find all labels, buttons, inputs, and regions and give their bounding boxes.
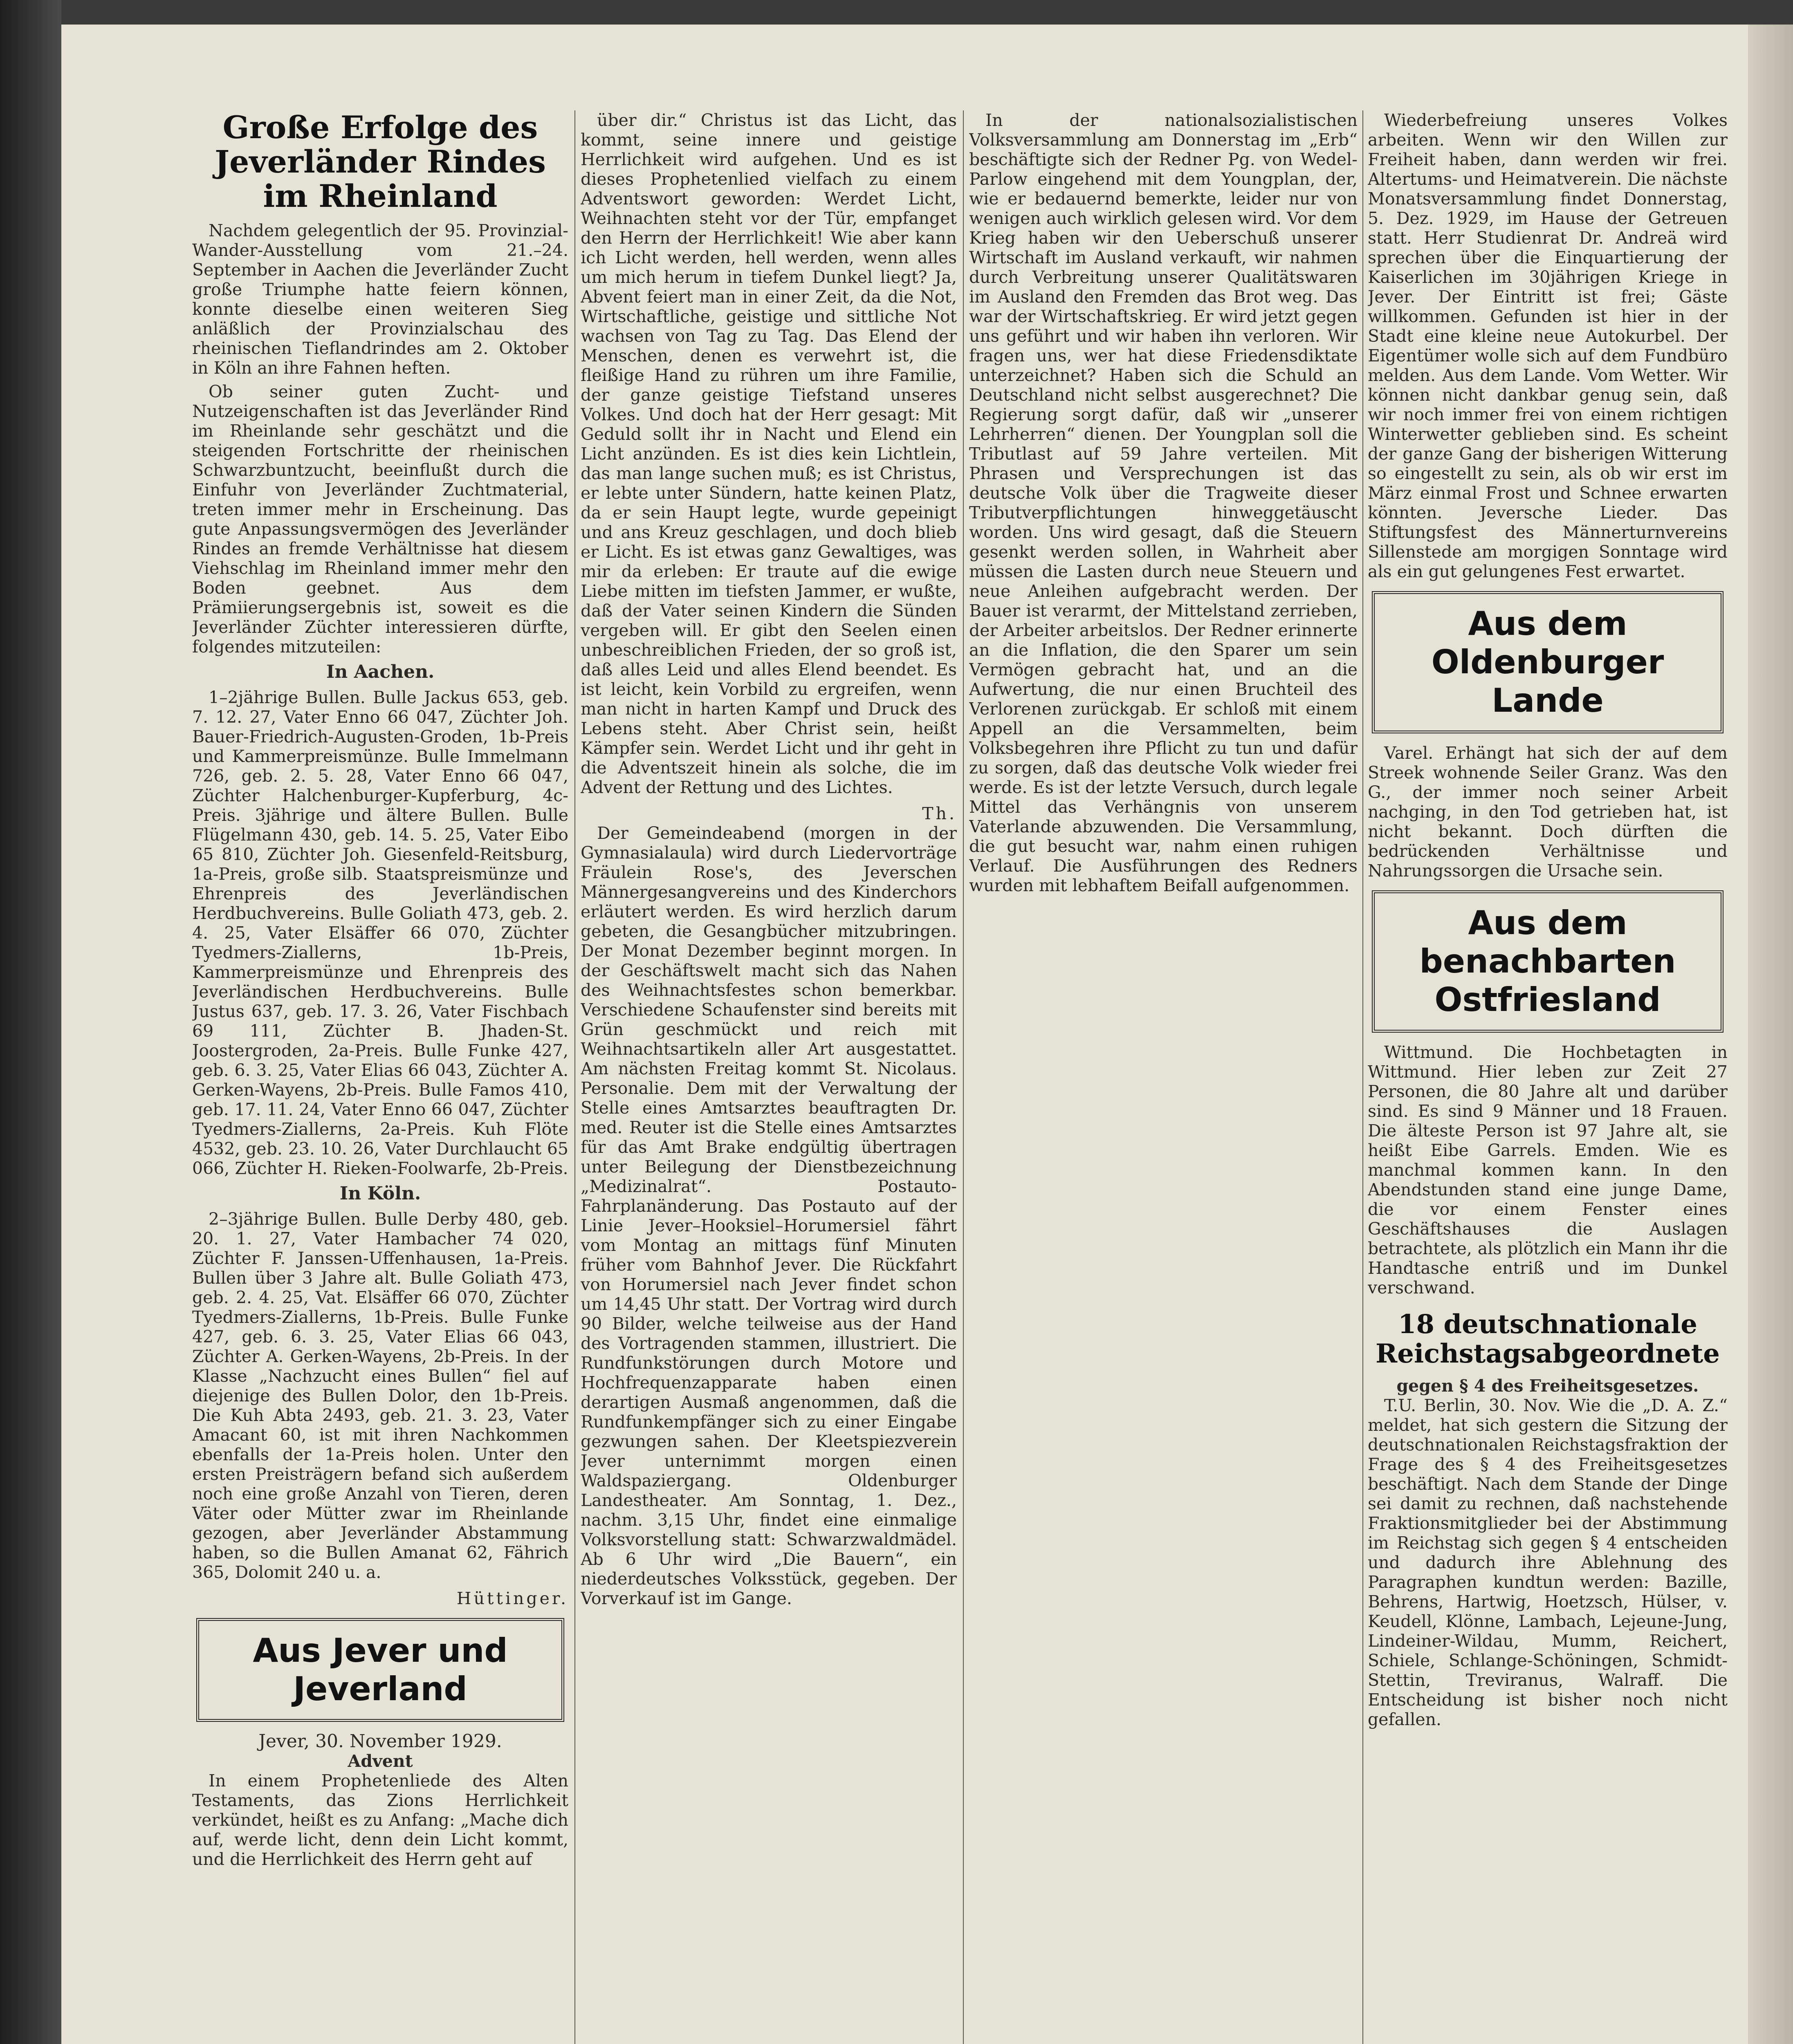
section-box-jever: Aus Jever und Jeverland	[196, 1618, 564, 1722]
column-3	[969, 110, 1358, 2044]
section-aachen: In Aachen.	[326, 661, 435, 682]
advent-continuation: über dir.“ Christus ist das Licht, das kommt, seine innere und geistige Herrlichkeit wird aufgehen. Und es ist dieses Prophetenlied vielfach zu einem Adventswort geworden: Werdet Licht, Weihnachten steht vor der Tür, empfanget den Herrn der Herrlichkeit! Wie aber kann ich Licht werden, hell werden, wenn alles um mich herum in tiefem Dunkel liegt? Ja, Abvent feiert man in einer Zeit, da die Not, Wirtschaftliche, geistige und sittliche Not wachsen von Tag zu Tag. Das Elend der Menschen, denen es verwehrt ist, die fleißige Hand zu rühren um ihre Familie, der ganze geistige Tiefstand unseres Volkes. Und doch hat der Herr gesagt: Mit Geduld sollt ihr in Nacht und Elend ein Licht anzünden. Es ist dies kein Lichtlein, das man lange suchen muß; es ist Christus, er lebte unter Sündern, hatte keinen Platz, da er sein Haupt legte, wurde gepeinigt und ans Kreuz geschlagen, und doch blieb er Licht. Es ist etwas ganz Gewaltiges, was mir da erleben: Er traute auf die ewige Liebe mitten im tiefsten Jammer, er wußte, daß der Vater seinen Kindern die Sünden vergeben will. Er gibt den Seelen einen unbeschreiblichen Frieden, der so groß ist, daß alles Leid und alles Elend beendet. Es ist leicht, kein Vorbild zu ergreifen, wenn man nicht in harten Kampf und Druck des Lebens steht. Aber Christ sein, heißt Kämpfer sein. Werdet Licht und ihr geht in die Adventszeit hinein als solche, die im Advent der Rettung und des Lichtes.	[581, 110, 957, 797]
results-koeln: 2–3jährige Bullen. Bulle Derby 480, geb. 20. 1. 27, Vater Hambacher 74 020, Züchter F. Janssen-Uffenhausen, 1a-Preis. Bullen über 3 Jahre alt. Bulle Goliath 473, geb. 2. 4. 25, Vat. Elsäffer 66 070, Züchter Tyedmers-Ziallerns, 1b-Preis. Bulle Funke 427, geb. 6. 3. 25, Vater Elias 66 043, Züchter A. Gerken-Wayens, 2b-Preis. In der Klasse „Nachzucht eines Bullen“ fiel auf diejenige des Bullen Dolor, den 1b-Preis. Die Kuh Abta 2493, geb. 21. 3. 23, Vater Amacant 60, ist mit ihren Nachkommen ebenfalls der 1a-Preis holen. Unter den ersten Preisträgern befand sich außerdem noch eine große Anzahl von Tieren, deren Väter oder Mütter zwar im Rheinlande gezogen, aber Jeverländer Abstammung haben, so die Bullen Amanat 62, Fährich 365, Dolomit 240 u. a.	[192, 1209, 568, 1582]
local-notices: Wiederbefreiung unseres Volkes arbeiten. Wenn wir den Willen zur Freiheit haben, dann werden wir frei. Altertums- und Heimatverein. Die nächste Monatsversammlung findet Donnerstag, 5. Dez. 1929, im Hause der Getreuen statt. Herr Studienrat Dr. Andreä wird sprechen über die Einquartierung der Kaiserlichen im 30jährigen Kriege in Jever. Der Eintritt ist frei; Gäste willkommen. Gefunden ist hier in der Stadt eine kleine neue Autokurbel. Der Eigentümer wolle sich auf dem Fundbüro melden. Aus dem Lande. Vom Wetter. Wir können nicht dankbar genug sein, daß wir noch immer frei von einem richtigen Winterwetter geblieben sind. Es scheint der ganze Gang der bisherigen Witterung so eingestellt zu sein, als ob wir erst im März einmal Frost und Schnee erwarten könnten. Jeversche Lieder. Das Stiftungsfest des Männerturnvereins Sillenstede am morgigen Sonntage wird als ein gut gelungenes Fest erwartet.	[1368, 110, 1728, 581]
dateline: Jever, 30. November 1929.	[258, 1731, 502, 1752]
results-aachen: 1–2jährige Bullen. Bulle Jackus 653, geb. 7. 12. 27, Vater Enno 66 047, Züchter Joh. Bauer-Friedrich-Augusten-Groden, 1b-Preis und Kammerpreismünze. Bulle Immelmann 726, geb. 2. 5. 28, Vater Enno 66 047, Züchter Halchenburger-Kupferburg, 4c-Preis. 3jährige und ältere Bullen. Bulle Flügelmann 430, geb. 14. 5. 25, Vater Eibo 65 810, Züchter Joh. Giesenfeld-Reitsburg, 1a-Preis, große silb. Staatspreismünze und Ehrenpreis des Jeverländischen Herdbuchvereins. Bulle Goliath 473, geb. 2. 4. 25, Vater Elsäffer 66 070, Züchter Tyedmers-Ziallerns, 1b-Preis, Kammerpreismünze und Ehrenpreis des Jeverländischen Herdbuchvereins. Bulle Justus 637, geb. 17. 3. 26, Vater Fischbach 69 111, Züchter B. Jhaden-St. Joostergroden, 2a-Preis. Bulle Funke 427, geb. 6. 3. 25, Vater Elias 66 043, Züchter A. Gerken-Wayens, 2b-Preis. Bulle Famos 410, geb. 17. 11. 24, Vater Enno 66 047, Züchter Tyedmers-Ziallerns, 2a-Preis. Kuh Flöte 4532, geb. 23. 10. 26, Vater Durchlaucht 65 066, Züchter H. Rieken-Foolwarfe, 2b-Preis.	[192, 688, 568, 1178]
headline-rind: Große Erfolge des Jeverländer Rindes im Rheinland	[215, 110, 546, 214]
column-rule	[1362, 110, 1363, 2044]
column-1	[192, 110, 568, 2044]
oldenburg-news: Varel. Erhängt hat sich der auf dem Streek wohnende Seiler Granz. Was den G., der immer noch seiner Arbeit nachging, in den Tod getrieben hat, ist nicht bekannt. Doch dürften die bedrückenden Verhältnisse und Nahrungssorgen die Ursache sein.	[1368, 743, 1728, 881]
local-news: Der Gemeindeabend (morgen in der Gymnasialaula) wird durch Liedervorträge Fräulein Rose's, des Jeverschen Männergesangvereins und des Kinderchors erläutert werden. Es wird herzlich darum gebeten, die Gesangbücher mitzubringen. Der Monat Dezember beginnt morgen. In der Geschäftswelt macht sich das Nahen des Weihnachtsfestes schon bemerkbar. Verschiedene Schaufenster sind bereits mit Grün geschmückt und reich mit Weihnachtsartikeln aller Art ausgestattet. Am nächsten Freitag kommt St. Nicolaus. Personalie. Dem mit der Verwaltung der Stelle eines Amtsarztes beauftragten Dr. med. Reuter ist die Stelle eines Amtsarztes für das Amt Brake endgültig übertragen unter Beilegung der Dienstbezeichnung „Medizinalrat“. Postauto-Fahrplanänderung. Das Postauto auf der Linie Jever–Hooksiel–Horumersiel fährt vom Montag an mittags fünf Minuten früher vom Bahnhof Jever. Die Rückfahrt von Horumersiel nach Jever findet schon um 14,45 Uhr statt. Der Vortrag wird durch 90 Bilder, welche teilweise aus der Hand des Vortragenden stammen, illustriert. Die Rundfunkstörungen durch Motore und Hochfrequenzapparate haben einen derartigen Ausmaß angenommen, daß die Rundfunkempfänger sich zu einer Eingabe gezwungen sahen. Der Kleetspiezverein Jever unternimmt morgen einen Waldspaziergang. Oldenburger Landestheater. Am Sonntag, 1. Dez., nachm. 3,15 Uhr, findet eine einmalige Volksvorstellung statt: Schwarzwaldmädel. Ab 6 Uhr wird „Die Bauern“, ein niederdeutsches Volksstück, gegeben. Der Vorverkauf ist im Gange.	[581, 823, 957, 1608]
column-rule	[963, 110, 964, 2044]
column-rule	[574, 110, 575, 2044]
advent-initials: Th.	[922, 804, 957, 823]
nsdap-meeting-report: In der nationalsozialistischen Volksversammlung am Donnerstag im „Erb“ beschäftigte sich der Redner Pg. von Wedel-Parlow eingehend mit dem Youngplan, der, wie er bedauernd bemerkte, leider nur von wenigen auch wirklich gelesen wird. Vor dem Krieg haben wir den Ueberschuß unserer Wirtschaft im Ausland verkauft, wir nahmen durch Verbreitung unserer Qualitätswaren im Ausland den Fremden das Brot weg. Das war der Wirtschaftskrieg. Er wird jetzt gegen uns geführt und wir haben ihn verloren. Wir fragen uns, wer hat diese Friedensdiktate unterzeichnet? Haben sich die Schuld an Deutschland nicht selbst ausgerechnet? Die Regierung sorgt dafür, daß wir „unserer Lehrherren“ dienen. Der Youngplan soll die Tributlast auf 59 Jahre verteilen. Mit Phrasen und Versprechungen ist das deutsche Volk über die Tragweite dieser Tributverpflichtungen hinweggetäuscht worden. Uns wird gesagt, daß die Steuern gesenkt werden sollen, in Wahrheit aber müssen die Lasten durch neue Steuern und neue Anleihen aufgebracht werden. Der Bauer ist verarmt, der Mittelstand zerrieben, der Arbeiter arbeitslos. Der Redner erinnerte an die Inflation, die den Sparer um sein Vermögen gebracht hat, und an die Aufwertung, die nur einen Bruchteil des Verlorenen zurückgab. Er schloß mit einem Appell an die Versammelten, beim Volksbegehren ihre Pflicht zu tun und dafür zu sorgen, daß das deutsche Volk wieder frei werde. Es ist der letzte Versuch, durch legale Mittel das Verhängnis von unserem Vaterlande abzuwenden. Die Versammlung, die gut besucht war, nahm einen ruhigen Verlauf. Die Ausführungen des Redners wurden mit lebhaftem Beifall aufgenommen.	[969, 110, 1358, 895]
subheadline-reichstag: gegen § 4 des Freiheitsgesetzes.	[1396, 1376, 1699, 1396]
advent-heading: Advent	[348, 1751, 413, 1771]
author-signature: Hüttinger.	[456, 1589, 568, 1608]
advent-text: In einem Prophetenliede des Alten Testaments, das Zions Herrlichkeit verkündet, heißt es zu Anfang: „Mache dich auf, werde licht, denn dein Licht kommt, und die Herrlichkeit des Herrn geht auf	[192, 1771, 568, 1869]
column-4	[1368, 110, 1728, 2044]
section-box-ostfriesland: Aus dem benachbarten Ostfriesland	[1372, 890, 1723, 1033]
ostfriesland-news: Wittmund. Die Hochbetagten in Wittmund. Hier leben zur Zeit 27 Personen, die 80 Jahre alt und darüber sind. Es sind 9 Männer und 18 Frauen. Die älteste Person ist 97 Jahre alt, sie heißt Eibe Garrels. Emden. Wie es manchmal kommen kann. In den Abendstunden stand eine junge Dame, die vor einem Fenster eines Geschäftshauses die Auslagen betrachtete, als plötzlich ein Mann ihr die Handtasche entriß und im Dunkel verschwand.	[1368, 1042, 1728, 1298]
book-spine	[0, 0, 61, 2044]
reichstag-article: T.U. Berlin, 30. Nov. Wie die „D. A. Z.“ meldet, hat sich gestern die Sitzung der deutschnationalen Reichstagsfraktion der Frage des § 4 des Freiheitsgesetzes beschäftigt. Nach dem Stande der Dinge sei damit zu rechnen, daß nachstehende Fraktionsmitglieder bei der Abstimmung im Reichstag sich gegen § 4 entscheiden und dadurch ihre Ablehnung des Paragraphen kundtun werden: Bazille, Behrens, Hartwig, Hoetzsch, Hülser, v. Keudell, Klönne, Lambach, Lejeune-Jung, Lindeiner-Wildau, Mumm, Reichert, Schiele, Schlange-Schöningen, Schmidt-Stettin, Treviranus, Walraff. Die Entscheidung ist bisher noch nicht gefallen.	[1368, 1396, 1728, 1729]
headline-reichstag: 18 deutschnationale Reichstagsabgeordnete	[1376, 1309, 1720, 1369]
section-box-oldenburg: Aus dem Oldenburger Lande	[1372, 591, 1723, 733]
article-body: Ob seiner guten Zucht- und Nutzeigenschaften ist das Jeverländer Rind im Rheinlande sehr geschätzt und die steigenden Fortschritte der rheinischen Schwarzbuntzucht, beeinflußt durch die Einfuhr von Jeverländer Zuchtmaterial, treten immer mehr in Erscheinung. Das gute Anpassungsvermögen des Jeverländer Rindes an fremde Verhältnisse hat diesem Viehschlag im Rheinland immer mehr den Boden geebnet. Aus dem Prämiierungsergebnis ist, soweit es die Jeverländer Züchter interessieren dürfte, folgendes mitzuteilen:	[192, 382, 568, 657]
section-koeln: In Köln.	[339, 1183, 421, 1204]
column-2	[581, 110, 957, 2044]
article-intro: Nachdem gelegentlich der 95. Provinzial-Wander-Ausstellung vom 21.–24. September in Aachen die Jeverländer Zucht große Triumphe hatte feiern können, konnte dieselbe einen weiteren Sieg anläßlich der Provinzialschau des rheinischen Tieflandrindes am 2. Oktober in Köln an ihre Fahnen heften.	[192, 221, 568, 378]
